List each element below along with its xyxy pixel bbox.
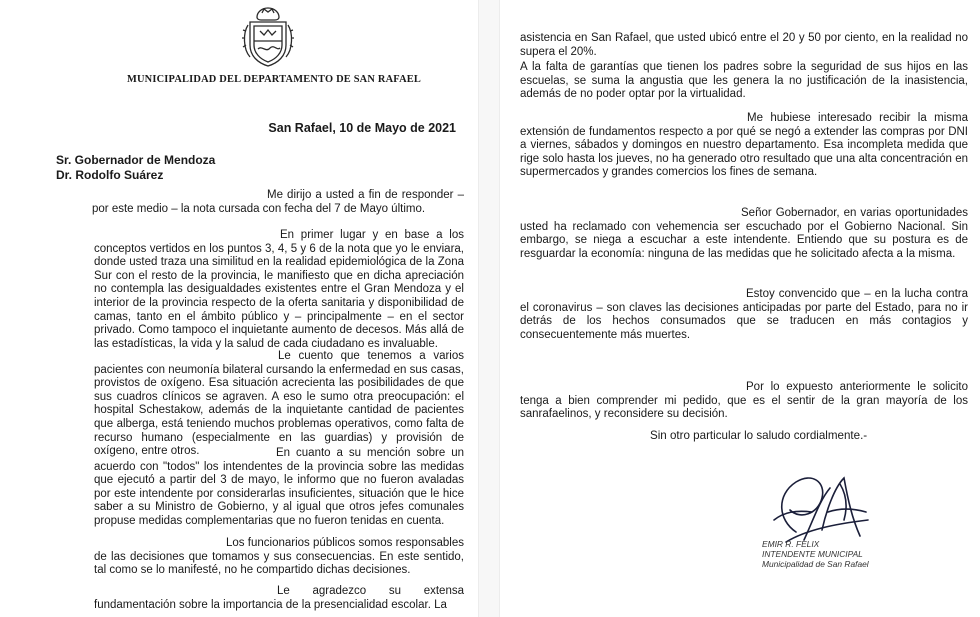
- signer-title: INTENDENTE MUNICIPAL: [762, 549, 863, 559]
- paragraph-patients: Le cuento que tenemos a varios pacientes con neumonía bilateral cursando la enfermedad en sus casas, provistos de oxígeno. Esa situación acrecienta las posibilidades de que sus cuadros clínicos se agraven. A eso le sumo otra preocupación: el hospital Schestakow, además de la inquietante cantidad de pacientes que alberga, está teniendo muchos problemas operativos, como falta de recurso humano (especialmente en las guardias) y provisión de oxígeno, entre otros.: [94, 350, 464, 458]
- page-gutter: [478, 0, 500, 617]
- paragraph-responsibility: Los funcionarios públicos somos responsables de las decisiones que tomamos y sus consecuencias. En este sentido, tal como se lo manifesté, no he compartido dichas decisiones.: [94, 537, 464, 577]
- paragraph-governor: Señor Gobernador, en varias oportunidades usted ha reclamado con vehemencia ser escuchado por el Gobierno Nacional. Sin embargo, se niega a escuchar a este intendente. Entiendo que su postura es de resguardar la economía: ninguna de las medidas que he solicitado afecta a la misma.: [520, 207, 968, 260]
- paragraph-request: Por lo expuesto anteriormente le solicito tenga a bien comprender mi pedido, que es el sentir de la gran mayoría de los sanrafaelinos, y reconsidere su decisión.: [520, 381, 968, 421]
- recipient-line-2: Dr. Rodolfo Suárez: [56, 168, 164, 182]
- paragraph-epidemiology: En primer lugar y en base a los conceptos vertidos en los puntos 3, 4, 5 y 6 de la nota que yo le enviara, donde usted traza una similitud en la realidad epidemiológica de la Zona Sur con el resto de la provincia, le manifiesto que en dicha apreciación no contempla las desigualdades existentes entre el Gran Mendoza y el interior de la provincia respecto de la oferta sanitaria y disponibilidad de camas, tanto en el ámbito público y – principalmente – en el sector privado. Como tampoco el inquietante aumento de decesos. Más allá de las estadísticas, la vida y la salud de cada ciudadano es invaluable.: [94, 229, 464, 350]
- signer-name: EMIR R. FELIX: [762, 539, 820, 549]
- paragraph-attendance: asistencia en San Rafael, que usted ubicó entre el 20 y 50 por ciento, en la realidad no supera el 20%.: [520, 32, 968, 58]
- paragraph-coronavirus: Estoy convencido que – en la lucha contra el coronavirus – son claves las decisiones anticipadas por parte del Estado, para no ir detrás de los hechos consumados que se traducen en más contagios y consecuentemente más muertes.: [520, 288, 968, 341]
- paragraph-agreement: En cuanto a su mención sobre un acuerdo con "todos" los intendentes de la provincia sobre las medidas que ejecutó a partir del 3 de mayo, le informo que no fueron avaladas por este intendente por considerarlas insuficientes, situación que le hice saber a su Ministro de Gobierno, y al igual que otros jefes comunales propuse medidas complementarias que no fueron tenidas en cuenta.: [94, 447, 464, 527]
- paragraph-intro: Me dirijo a usted a fin de responder – por este medio – la nota cursada con fecha del 7 de Mayo último.: [92, 189, 464, 215]
- closing-line: Sin otro particular lo saludo cordialmente.-: [650, 429, 868, 442]
- signature-caption: [762, 539, 892, 569]
- paragraph-dni: Me hubiese interesado recibir la misma extensión de fundamentos respecto a por qué se negó a extender las compras por DNI a viernes, sábados y domingos en nuestro departamento. Esa incompleta medida que rige solo hasta los jueves, no ha generado otro resultado que una alta concentración en supermercados y grandes comercios los fines de semana.: [520, 112, 968, 179]
- letter-date: San Rafael, 10 de Mayo de 2021: [268, 121, 456, 135]
- left-page: [14, 0, 468, 617]
- signer-entity: Municipalidad de San Rafael: [762, 559, 869, 569]
- municipality-heading: MUNICIPALIDAD DEL DEPARTAMENTO DE SAN RAFAEL: [126, 74, 422, 85]
- paragraph-schooling: Le agradezco su extensa fundamentación sobre la importancia de la presencialidad escolar. La: [94, 585, 464, 611]
- paragraph-guarantees: A la falta de garantías que tienen los padres sobre la seguridad de sus hijos en las escuelas, se suma la angustia que les genera la no justificación de la inasistencia, además de no poder optar por la virtualidad.: [520, 61, 968, 101]
- municipal-seal-icon: [240, 5, 296, 69]
- recipient-line-1: Sr. Gobernador de Mendoza: [56, 153, 216, 167]
- right-page: [508, 0, 970, 617]
